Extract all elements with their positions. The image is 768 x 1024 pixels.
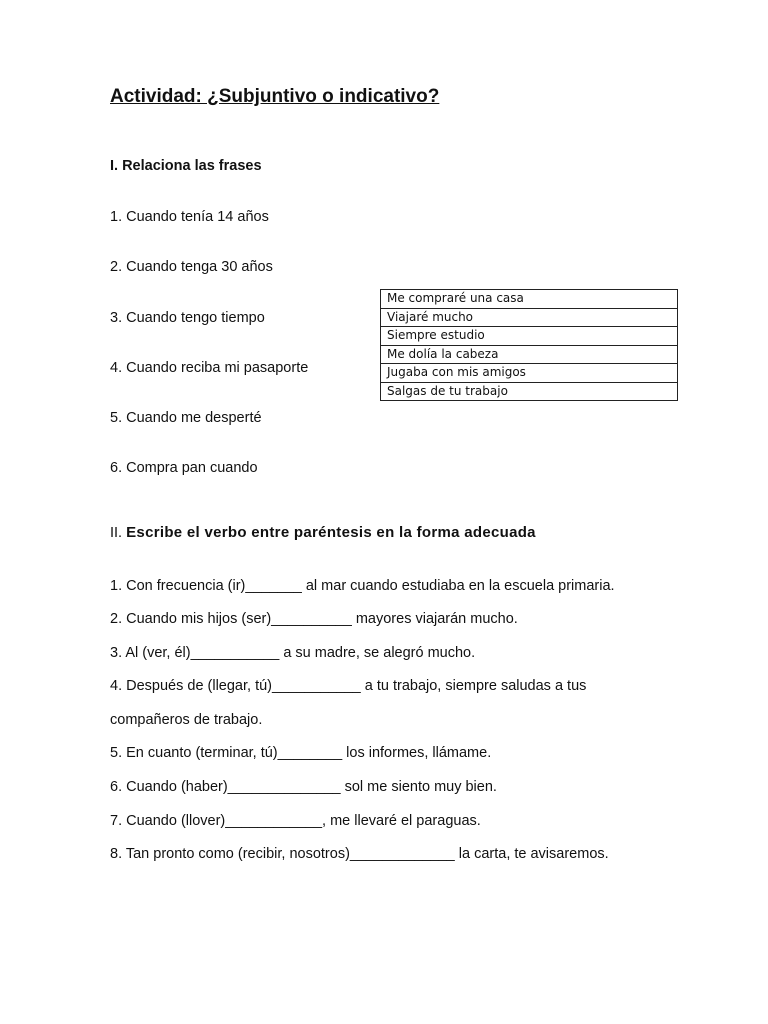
exercise-line-3: 3. Al (ver, él)___________ a su madre, se alegró mucho.	[110, 645, 476, 661]
table-row	[381, 308, 678, 327]
answer-options-table	[380, 289, 678, 401]
exercise-line-8: 8. Tan pronto como (recibir, nosotros)_____________ la carta, te avisaremos.	[110, 846, 609, 862]
match-item-5: 5. Cuando me desperté	[110, 410, 262, 426]
exercise-line-4: 4. Después de (llegar, tú)___________ a tu trabajo, siempre saludas a tus	[110, 678, 587, 694]
match-item-4: 4. Cuando reciba mi pasaporte	[110, 360, 309, 376]
table-row	[381, 345, 678, 364]
match-item-2: 2. Cuando tenga 30 años	[110, 259, 273, 275]
table-row	[381, 327, 678, 346]
option-cell: Salgas de tu trabajo	[381, 382, 678, 401]
section-2-number: II.	[110, 525, 127, 541]
table-row	[381, 382, 678, 401]
exercise-line-1: 1. Con frecuencia (ir)_______ al mar cuando estudiaba en la escuela primaria.	[110, 578, 615, 594]
option-cell: Me compraré una casa	[381, 290, 678, 309]
option-cell: Viajaré mucho	[381, 308, 678, 327]
exercise-line-4-cont: compañeros de trabajo.	[110, 712, 263, 728]
match-item-3: 3. Cuando tengo tiempo	[110, 310, 265, 326]
exercise-line-6: 6. Cuando (haber)______________ sol me siento muy bien.	[110, 779, 497, 795]
option-cell: Me dolía la cabeza	[381, 345, 678, 364]
exercise-line-2: 2. Cuando mis hijos (ser)__________ mayores viajarán mucho.	[110, 611, 518, 627]
page-title: Actividad: ¿Subjuntivo o indicativo?	[110, 86, 440, 107]
match-item-1: 1. Cuando tenía 14 años	[110, 209, 269, 225]
option-cell: Jugaba con mis amigos	[381, 364, 678, 383]
table-row	[381, 364, 678, 383]
option-cell: Siempre estudio	[381, 327, 678, 346]
match-item-6: 6. Compra pan cuando	[110, 460, 258, 476]
table-row	[381, 290, 678, 309]
section-2-title: Escribe el verbo entre paréntesis en la forma adecuada	[126, 524, 536, 541]
exercise-line-7: 7. Cuando (llover)____________, me llevaré el paraguas.	[110, 813, 481, 829]
section-2-heading	[110, 524, 536, 541]
section-1-heading: I. Relaciona las frases	[110, 158, 262, 174]
exercise-line-5: 5. En cuanto (terminar, tú)________ los informes, llámame.	[110, 745, 492, 761]
